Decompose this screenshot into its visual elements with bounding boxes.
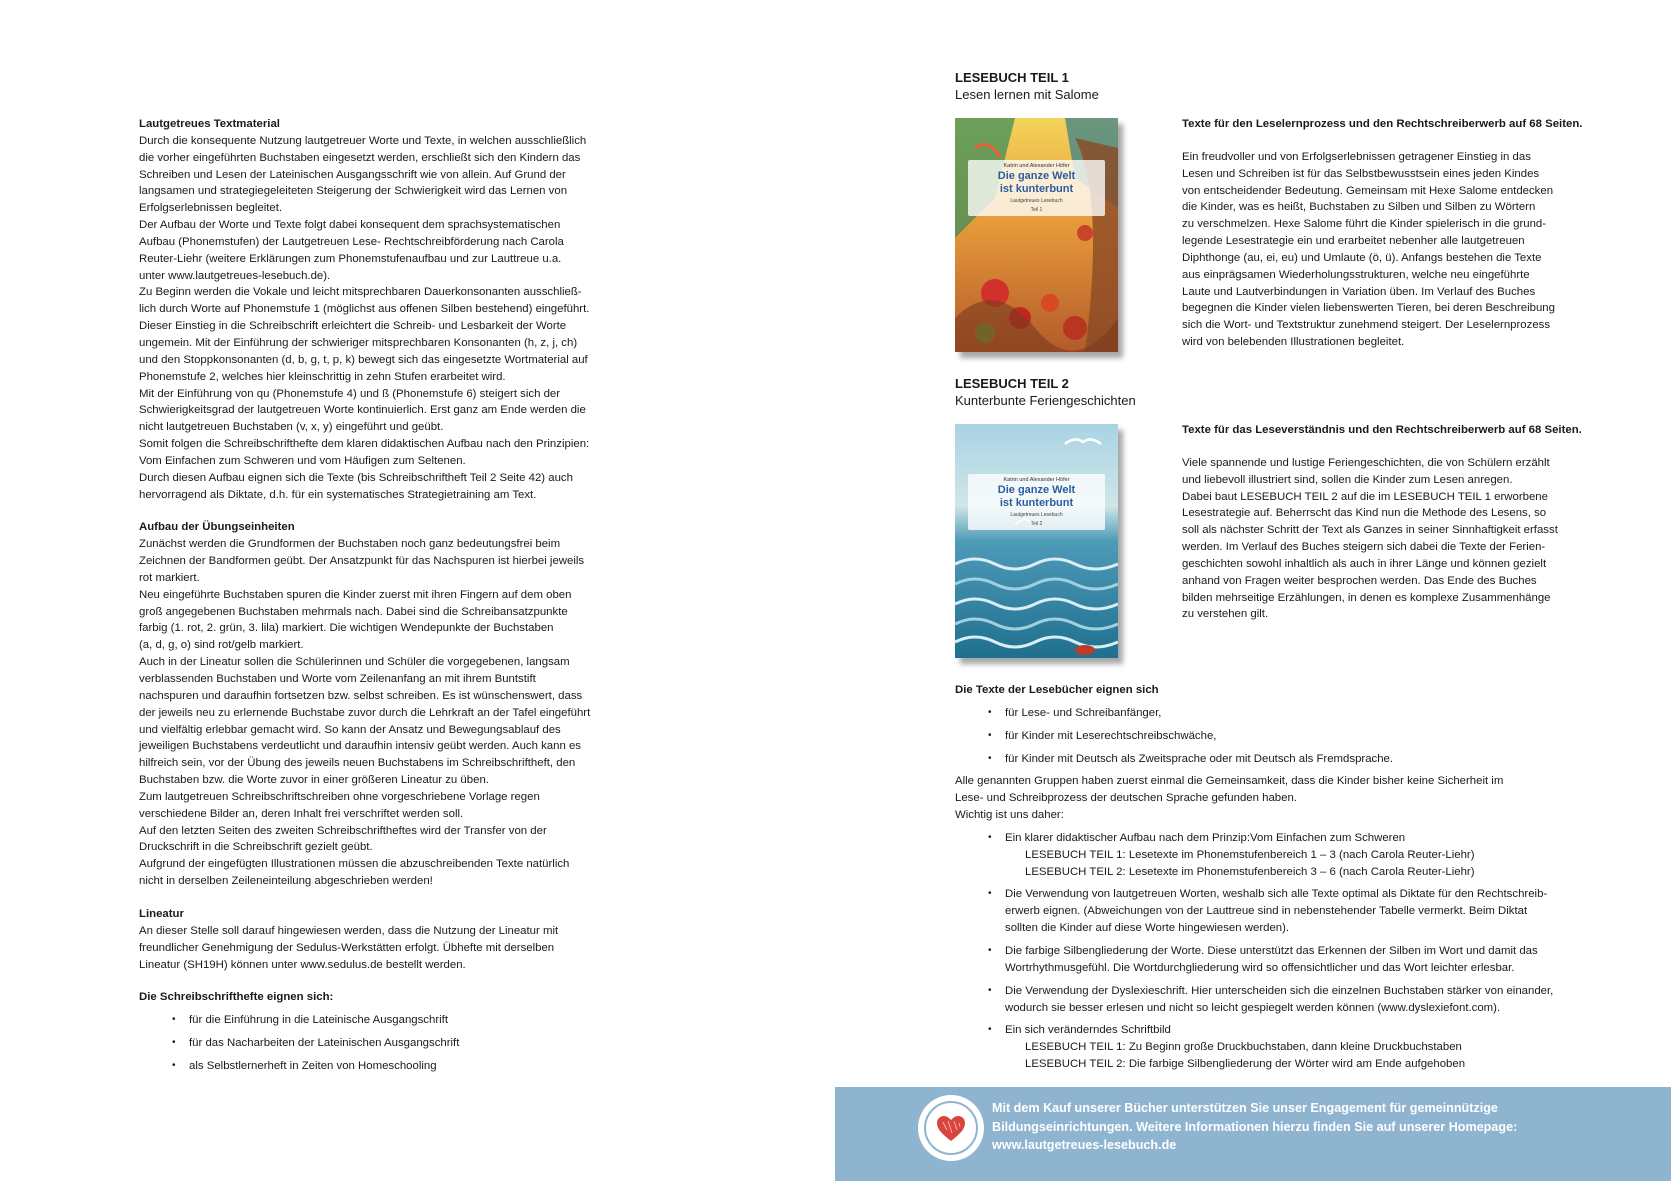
text-line: Wortrhythmusgefühl. Die Wortdurchgliederung wird so offensichtlicher und das Wort leichter erlesbar. — [1005, 961, 1515, 974]
list-item: • für Kinder mit Deutsch als Zweitsprache oder mit Deutsch als Fremdsprache. — [955, 751, 1595, 768]
list-item: • für Lese- und Schreibanfänger, — [955, 705, 1595, 722]
text-line: Zu Beginn werden die Vokale und leicht mitsprechbaren Dauerkonsonanten ausschließ- — [139, 286, 582, 299]
text-line: die Kinder, was es heißt, Buchstaben zu Silben und Silben zu Wörtern — [1182, 201, 1536, 214]
cover-title: ist kunterbunt — [999, 497, 1074, 509]
cover-title: Die ganze Welt — [997, 170, 1076, 182]
list-item — [955, 983, 1595, 1017]
text-line: An dieser Stelle soll darauf hingewiesen werden, dass die Nutzung der Lineatur mit — [139, 924, 559, 937]
text-line: und liebevoll illustriert sind, sollen die Kinder zum Lesen anregen. — [1182, 473, 1513, 486]
section-eignen — [139, 989, 619, 1074]
list-item — [955, 830, 1595, 881]
bullet-list — [139, 1012, 619, 1075]
cover-title: ist kunterbunt — [999, 183, 1074, 195]
text-line: Auch in der Lineatur sollen die Schülerinnen und Schüler die vorgegebenen, langsam — [139, 656, 570, 669]
text-line: und den Stoppkonsonanten (d, b, g, t, p, k) bewegt sich das eingesetzte Wortmaterial auf — [139, 353, 588, 366]
book1-subtitle: Lesen lernen mit Salome — [955, 87, 1099, 102]
list-item: • für das Nacharbeiten der Lateinischen Ausgangschrift — [139, 1035, 619, 1052]
section-title: Lautgetreues Textmaterial — [139, 118, 280, 130]
text-line: zu verschmelzen. Hexe Salome führt die Kinder spielerisch in die grund- — [1182, 218, 1547, 231]
text-line: Durch diesen Aufbau eignen sich die Texte (bis Schreibschriftheft Teil 2 Seite 42) auch — [139, 471, 573, 484]
text-line: soll als nächster Schritt der Text als Ganzes in seiner Sinnhaftigkeit erfasst — [1182, 524, 1558, 537]
text-line: Somit folgen die Schreibschrifthefte dem klaren didaktischen Aufbau nach den Prinzipien: — [139, 438, 590, 451]
sub-line: LESEBUCH TEIL 1: Lesetexte im Phonemstufenbereich 1 – 3 (nach Carola Reuter-Liehr) — [1025, 848, 1475, 861]
text-line: Auf den letzten Seiten des zweiten Schreibschriftheftes wird der Transfer von der — [139, 824, 547, 837]
text-line: und vielfältig erlebbar gemacht wird. So kann der Ansatz und Bewegungsablauf des — [139, 723, 561, 736]
book2-subtitle: Kunterbunte Feriengeschichten — [955, 393, 1136, 408]
book1-title: LESEBUCH TEIL 1 — [955, 70, 1069, 85]
book2-title: LESEBUCH TEIL 2 — [955, 376, 1069, 391]
text-line: von entscheidender Bedeutung. Gemeinsam mit Hexe Salome entdecken — [1182, 184, 1554, 197]
text-line: groß angegebenen Buchstaben mehrmals nach. Dabei sind die Schreibansatzpunkte — [139, 605, 568, 618]
book1-description — [1182, 116, 1612, 351]
text-line: nachspuren und daraufhin fortsetzen bzw. selbst schreiben. Es ist wünschenswert, dass — [139, 689, 583, 702]
text-line: Wichtig ist uns daher: — [955, 809, 1064, 822]
text-line: • Die Verwendung von lautgetreuen Worten, weshalb sich alle Texte optimal als Diktate für den Rechtschreib- — [1005, 888, 1548, 901]
text-line: Lesestrategie auf. Beherrscht das Kind nun die Methode des Lesens, so — [1182, 507, 1547, 520]
paragraph — [955, 773, 1595, 824]
list-item — [955, 886, 1595, 937]
sub-line: LESEBUCH TEIL 2: Lesetexte im Phonemstufenbereich 3 – 6 (nach Carola Reuter-Liehr) — [1025, 865, 1475, 878]
section-textmaterial — [139, 116, 619, 503]
book2-header — [955, 375, 1136, 409]
heart-icon — [936, 1115, 966, 1142]
text-line: wird von belebenden Illustrationen begleitet. — [1182, 336, 1405, 349]
text-line: begegnen die Kinder vielen liebenswerten Tieren, bei deren Beschreibung — [1182, 302, 1555, 315]
text-line: Aufbau (Phonemstufen) der Lautgetreuen Lese- Rechtschreibförderung nach Carola — [139, 235, 564, 248]
text-line: werden. Im Verlauf des Buches steigern sich dabei die Texte der Ferien- — [1182, 541, 1546, 554]
text-line: Ein freudvoller und von Erfolgserlebnissen getragener Einstieg in das — [1182, 150, 1531, 163]
points-list — [955, 830, 1595, 1073]
text-line: Laute und Lautverbindungen in Variation üben. Im Verlauf des Buches — [1182, 285, 1536, 298]
list-item: • für Kinder mit Leserechtschreibschwäche, — [955, 728, 1595, 745]
banner-line: Mit dem Kauf unserer Bücher unterstützen Sie unser Engagement für gemeinnützige — [992, 1101, 1498, 1115]
text-line: unter www.lautgetreues-lesebuch.de). — [139, 269, 331, 282]
section-title: Die Texte der Lesebücher eignen sich — [955, 684, 1159, 696]
text-line: verblassenden Buchstaben und Worte vom Zeilenanfang an mit ihrem Buntstift — [139, 673, 536, 685]
text-line: Druckschrift in die Schreibschrift gezielt geübt. — [139, 841, 373, 854]
text-line: erwerb eignen. (Abweichungen von der Lauttreue sind in nebenstehender Tabelle vermerkt. Beim Diktat — [1005, 905, 1528, 918]
text-line: Schreiben und Lesen der Lateinischen Ausgangsschrift wie von allein. Auf Grund der — [139, 168, 566, 181]
banner-line: Bildungseinrichtungen. Weitere Informationen hierzu finden Sie auf unserer Homepage: — [992, 1119, 1518, 1134]
text-line: die vorher eingeführten Buchstaben eingesetzt werden, erschließt sich den Kindern das — [139, 151, 581, 164]
text-line: anhand von Fragen weiter besprochen werden. Das Ende des Buches — [1182, 574, 1537, 587]
text-line: aus einprägsamen Wiederholungsstrukturen, welche neu eingeführte — [1182, 268, 1530, 281]
text-line: Neu eingeführte Buchstaben spuren die Kinder zuerst mit ihren Fingern auf dem oben — [139, 588, 572, 601]
text-line: geschichten sowohl inhaltlich als auch in ihrer Länge und können gezielt — [1182, 557, 1547, 570]
book2-description — [1182, 422, 1612, 623]
text-line: rot markiert. — [139, 571, 200, 584]
book1-cover-label — [968, 160, 1105, 216]
book2-cover-illustration — [955, 424, 1118, 658]
text-line: sollten die Kinder auf diese Worte hingewiesen werden). — [1005, 922, 1290, 935]
text-line: Phonemstufe 2, welches hier kleinschrittig in zehn Stufen erarbeitet wird. — [139, 370, 506, 383]
text-line: Erfolgserlebnissen begleitet. — [139, 202, 283, 215]
text-line: ungemein. Mit der Einführung der schwieriger mitsprechbaren Konsonanten (h, z, j, ch) — [139, 336, 578, 349]
text-line: • Die farbige Silbengliederung der Worte. Diese unterstützt das Erkennen der Silben im Wort und damit das — [1005, 944, 1538, 957]
cover-subtitle: Teil 1 — [1030, 207, 1043, 213]
book1-header — [955, 69, 1099, 103]
text-line: Zunächst werden die Grundformen der Buchstaben noch ganz bedeutungsfrei beim — [139, 538, 561, 551]
book2-cover-label — [968, 474, 1105, 530]
text-line: bilden mehrseitige Erzählungen, in denen es komplexe Zusammenhänge — [1182, 591, 1551, 604]
book2-lead: Texte für das Leseverständnis und den Rechtschreiberwerb auf 68 Seiten. — [1182, 424, 1582, 436]
text-line: Alle genannten Gruppen haben zuerst einmal die Gemeinsamkeit, dass die Kinder bisher keine Sicherheit im — [955, 775, 1504, 788]
book2-cover-image — [955, 424, 1118, 658]
footer-banner — [835, 1087, 1671, 1181]
sub-line: LESEBUCH TEIL 1: Zu Beginn große Druckbuchstaben, dann kleine Druckbuchstaben — [1025, 1041, 1462, 1054]
section-title: Aufbau der Übungseinheiten — [139, 521, 295, 534]
text-line: • Ein klarer didaktischer Aufbau nach dem Prinzip:Vom Einfachen zum Schweren — [1005, 831, 1406, 844]
text-line: Zum lautgetreuen Schreibschriftschreiben ohne vorgeschriebene Vorlage regen — [139, 790, 540, 803]
text-line: hervorragend als Diktate, d.h. für ein systematisches Strategietraining am Text. — [139, 488, 537, 501]
cover-title: Die ganze Welt — [997, 484, 1076, 496]
banner-link[interactable]: www.lautgetreues-lesebuch.de — [992, 1138, 1177, 1152]
text-line: Der Aufbau der Worte und Texte folgt dabei konsequent dem sprachsystematischen — [139, 219, 561, 232]
text-line: jeweiligen Buchstabens verdeutlicht und daraufhin intensiv geübt werden. Auch kann es — [139, 740, 581, 753]
cover-author: Katrin und Alexander Höfer — [1003, 477, 1070, 483]
text-line: Dieser Einstieg in die Schreibschrift erleichtert die Schreib- und Lesbarkeit der Worte — [139, 320, 567, 333]
bullet-list — [955, 705, 1595, 768]
text-line: • Ein sich veränderndes Schriftbild — [1005, 1024, 1171, 1037]
text-line: Diphthonge (au, ei, eu) und Umlaute (ö, ü). Anfangs bestehen die Texte — [1182, 251, 1542, 264]
list-item: • für die Einführung in die Lateinische Ausgangschrift — [139, 1012, 619, 1029]
text-line: verschiedene Bilder an, deren Inhalt frei verschriftet werden soll. — [139, 807, 464, 820]
text-line: Buchstaben bzw. die Worte zuvor in einer größeren Lineatur zu üben. — [139, 774, 489, 787]
text-line: legende Lesestrategie ein und erarbeitet nebenher alle lautgetreuen — [1182, 235, 1525, 248]
list-item: • als Selbstlernerheft in Zeiten von Homeschooling — [139, 1058, 619, 1075]
book1-cover-illustration — [955, 118, 1118, 352]
text-line: sich die Wort- und Textstruktur zunehmend steigert. Der Leselernprozess — [1182, 319, 1551, 332]
text-line: (a, d, g, o) sind rot/gelb markiert. — [139, 639, 304, 652]
list-item — [955, 1022, 1595, 1073]
text-line: hilfreich sein, vor der Übung des jeweils neuen Buchstabens im Schreibschriftheft, den — [139, 757, 576, 770]
list-item — [955, 943, 1595, 977]
lower-section — [955, 682, 1595, 1073]
banner-logo — [918, 1095, 984, 1161]
book1-cover-image — [955, 118, 1118, 352]
book1-lead: Texte für den Leselernprozess und den Rechtschreiberwerb auf 68 Seiten. — [1182, 118, 1583, 130]
section-body — [139, 536, 619, 890]
cover-author: Katrin und Alexander Höfer — [1003, 163, 1070, 169]
text-line: Schwierigkeitsgrad der lautgetreuen Worte kontinuierlich. Erst ganz am Ende werden die — [139, 404, 586, 417]
section-body — [139, 133, 619, 504]
text-line: Reuter-Liehr (weitere Erklärungen zum Phonemstufenaufbau und zur Lauttreue u.a. — [139, 252, 562, 265]
text-line: Mit der Einführung von qu (Phonemstufe 4) und ß (Phonemstufe 6) steigert sich der — [139, 387, 561, 400]
section-uebung — [139, 519, 619, 890]
cover-subtitle: Lautgetreues Lesebuch — [1010, 198, 1063, 204]
text-line: Zeichnen der Bandformen geübt. Der Ansatzpunkt für das Nachspuren ist hierbei jeweils — [139, 555, 585, 568]
section-title: Lineatur — [139, 907, 184, 920]
text-line: Durch die konsequente Nutzung lautgetreuer Worte und Texte, in welchen ausschließlich — [139, 134, 587, 147]
text-line: wodurch sie besser erlesen und nicht so leicht gespiegelt werden können (www.dyslexiefont.com). — [1005, 1001, 1501, 1014]
text-line: Lese- und Schreibprozess der deutschen Sprache gefunden haben. — [955, 792, 1297, 805]
text-line: nicht lautgetreuen Buchstaben (v, x, y) eingeführt und geübt. — [139, 421, 444, 434]
cover-subtitle: Teil 2 — [1030, 521, 1043, 527]
text-line: Lineatur (SH19H) können unter www.sedulus.de bestellt werden. — [139, 958, 466, 971]
text-line: nicht in derselben Zeileneinteilung abgeschrieben werden! — [139, 875, 433, 888]
text-line: zu verstehen gilt. — [1182, 608, 1269, 621]
text-line: lich durch Worte auf Phonemstufe 1 (möglichst aus offenen Silben bestehend) eingeführt. — [139, 303, 590, 316]
text-line: langsamen und strategiegeleiteten Steigerung der Schwierigkeit wird das Lernen von — [139, 185, 568, 198]
text-line: freundlicher Genehmigung der Sedulus-Werkstätten erfolgt. Übhefte mit derselben — [139, 941, 555, 954]
left-column — [139, 116, 619, 1075]
section-title: Die Schreibschrifthefte eignen sich: — [139, 991, 334, 1004]
text-line: Aufgrund der eingefügten Illustrationen müssen die abzuschreibenden Texte natürlich — [139, 858, 570, 871]
section-lineatur — [139, 906, 619, 973]
text-line: Lesen und Schreiben ist für das Selbstbewusstsein eines jeden Kindes — [1182, 167, 1540, 180]
banner-text — [992, 1099, 1632, 1155]
text-line: farbig (1. rot, 2. grün, 3. lila) markiert. Die wichtigen Wendepunkte der Buchstaben — [139, 622, 554, 635]
sub-line: LESEBUCH TEIL 2: Die farbige Silbengliederung der Wörter wird am Ende aufgehoben — [1025, 1058, 1466, 1071]
text-line: Viele spannende und lustige Feriengeschichten, die von Schülern erzählt — [1182, 456, 1550, 469]
text-line: Vom Einfachen zum Schweren und vom Häufigen zum Seltenen. — [139, 454, 466, 467]
cover-subtitle: Lautgetreues Lesebuch — [1010, 512, 1063, 518]
text-line: der jeweils neu zu erlernende Buchstabe zuvor durch die Lehrkraft an der Tafel eingeführt — [139, 706, 591, 719]
text-line: Dabei baut LESEBUCH TEIL 2 auf die im LESEBUCH TEIL 1 erworbene — [1182, 490, 1548, 503]
text-line: • Die Verwendung der Dyslexieschrift. Hier unterscheiden sich die einzelnen Buchstaben stärker von einander, — [1005, 984, 1554, 997]
